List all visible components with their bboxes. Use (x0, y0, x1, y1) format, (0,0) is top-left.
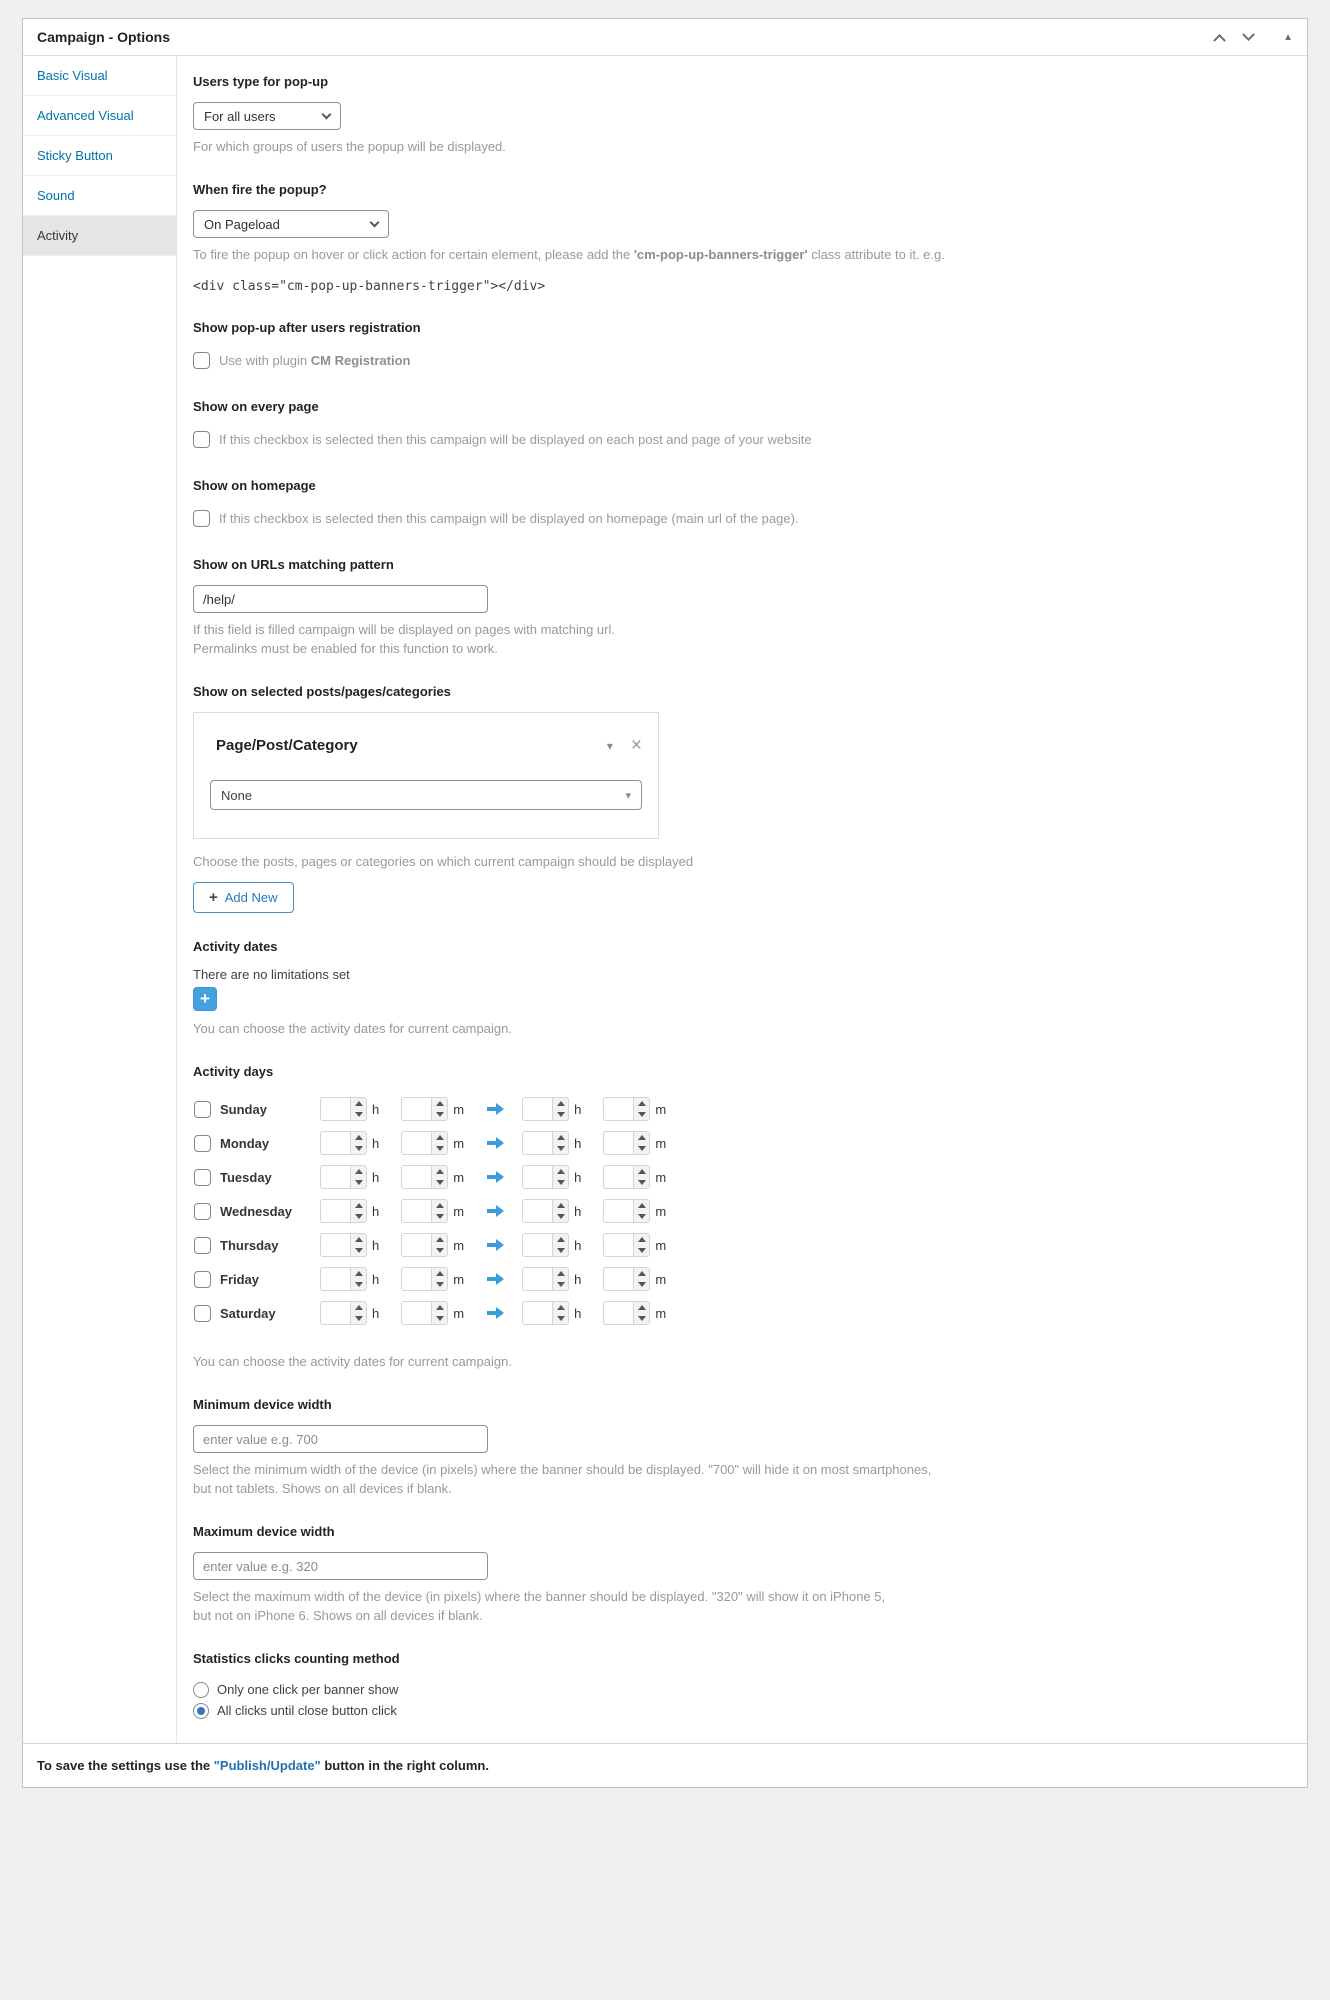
stepper-down-icon[interactable] (432, 1177, 447, 1188)
stepper-up-icon[interactable] (553, 1234, 568, 1245)
sidebar-item-advanced-visual[interactable]: Advanced Visual (23, 96, 176, 136)
move-down-icon[interactable] (1242, 28, 1255, 41)
unit-label: m (453, 1203, 465, 1219)
hours-spinner (320, 1233, 367, 1257)
minutes-input[interactable] (401, 1097, 431, 1121)
unit-label: h (574, 1305, 582, 1321)
activity-dates-heading: Activity dates (193, 939, 278, 954)
stepper-buttons[interactable] (552, 1097, 569, 1121)
stepper-up-icon[interactable] (634, 1132, 649, 1143)
stepper-buttons[interactable] (350, 1233, 367, 1257)
stepper-down-icon[interactable] (351, 1143, 366, 1154)
minutes-input[interactable] (603, 1097, 633, 1121)
unit-label: h (372, 1271, 380, 1287)
collapse-triangle-icon[interactable]: ▲ (1283, 31, 1293, 43)
selected-posts-heading: Show on selected posts/pages/categories (193, 684, 451, 699)
every-page-label: If this checkbox is selected then this campaign will be displayed on each post and page of your website (219, 432, 812, 447)
url-pattern-help-1: If this field is filled campaign will be displayed on pages with matching url. (193, 622, 615, 637)
unit-label: h (372, 1203, 380, 1219)
minutes-input[interactable] (401, 1131, 431, 1155)
trigger-code-sample: <div class="cm-pop-up-banners-trigger"></div> (193, 279, 546, 294)
stats-options (193, 1679, 1291, 1721)
chevron-down-icon (370, 218, 380, 228)
stepper-up-icon[interactable] (351, 1132, 366, 1143)
registration-heading: Show pop-up after users registration (193, 320, 421, 335)
minutes-spinner (401, 1165, 448, 1189)
minutes-input[interactable] (603, 1301, 633, 1325)
unit-label: m (655, 1135, 667, 1151)
panel-collapse-icon[interactable]: ▾ (606, 738, 613, 753)
day-checkbox-thursday[interactable] (194, 1237, 211, 1254)
min-width-help-1: Select the minimum width of the device (in pixels) where the banner should be displayed. "700" will hide it on most smartphones, (193, 1462, 932, 1477)
hours-spinner (320, 1165, 367, 1189)
hours-spinner (522, 1233, 569, 1257)
hours-spinner (320, 1131, 367, 1155)
unit-label: m (655, 1101, 667, 1117)
stats-option-row-0 (193, 1679, 1291, 1700)
minutes-input[interactable] (603, 1267, 633, 1291)
hours-spinner (522, 1131, 569, 1155)
stepper-buttons[interactable] (552, 1165, 569, 1189)
plus-icon: + (200, 989, 210, 1008)
day-label: Thursday (220, 1237, 279, 1253)
homepage-checkbox[interactable] (193, 510, 210, 527)
add-date-button[interactable] (193, 987, 217, 1011)
unit-label: m (655, 1203, 667, 1219)
minutes-input[interactable] (401, 1165, 431, 1189)
minutes-spinner (603, 1165, 650, 1189)
stepper-up-icon[interactable] (553, 1268, 568, 1279)
unit-label: m (655, 1305, 667, 1321)
stepper-up-icon[interactable] (351, 1166, 366, 1177)
minutes-spinner (401, 1233, 448, 1257)
activity-day-row-sunday (194, 1092, 1291, 1126)
stepper-buttons[interactable] (552, 1199, 569, 1223)
move-up-icon[interactable] (1213, 33, 1226, 46)
stepper-down-icon[interactable] (553, 1245, 568, 1256)
every-page-checkbox[interactable] (193, 431, 210, 448)
add-new-label: Add New (224, 890, 278, 905)
stepper-down-icon[interactable] (634, 1109, 649, 1120)
stepper-down-icon[interactable] (634, 1279, 649, 1290)
stepper-buttons[interactable] (431, 1233, 448, 1257)
hours-spinner (522, 1097, 569, 1121)
stepper-buttons[interactable] (350, 1267, 367, 1291)
day-checkbox-friday[interactable] (194, 1271, 211, 1288)
unit-label: h (372, 1169, 380, 1185)
stepper-down-icon[interactable] (634, 1245, 649, 1256)
minutes-spinner (603, 1097, 650, 1121)
fire-popup-help: To fire the popup on hover or click action for certain element, please add the 'cm-pop-up-banners-trigger' class attribute to it. e.g. (193, 247, 945, 262)
chevron-down-icon (322, 110, 332, 120)
stepper-buttons[interactable] (431, 1267, 448, 1291)
stepper-up-icon[interactable] (432, 1302, 447, 1313)
footer-text-suffix: button in the right column. (320, 1758, 489, 1773)
stepper-buttons[interactable] (633, 1097, 650, 1121)
right-arrow-icon (486, 1239, 504, 1251)
unit-label: h (372, 1305, 380, 1321)
stepper-down-icon[interactable] (432, 1313, 447, 1324)
stepper-buttons[interactable] (431, 1131, 448, 1155)
stepper-down-icon[interactable] (634, 1177, 649, 1188)
hours-input[interactable] (522, 1165, 552, 1189)
activity-day-row-tuesday (194, 1160, 1291, 1194)
minutes-spinner (603, 1301, 650, 1325)
right-arrow-icon (486, 1205, 504, 1217)
stepper-down-icon[interactable] (634, 1211, 649, 1222)
day-checkbox-wednesday[interactable] (194, 1203, 211, 1220)
minutes-input[interactable] (401, 1267, 431, 1291)
day-checkbox-tuesday[interactable] (194, 1169, 211, 1186)
stepper-up-icon[interactable] (634, 1268, 649, 1279)
minutes-spinner (603, 1267, 650, 1291)
unit-label: m (453, 1271, 465, 1287)
metabox-title: Campaign - Options (37, 29, 170, 45)
day-label: Wednesday (220, 1203, 293, 1219)
dropdown-triangle-icon: ▾ (625, 789, 631, 802)
day-label: Saturday (220, 1305, 276, 1321)
activity-day-row-friday (194, 1262, 1291, 1296)
minutes-input[interactable] (401, 1199, 431, 1223)
max-width-help-2: but not on iPhone 6. Shows on all devices if blank. (193, 1608, 483, 1623)
stepper-down-icon[interactable] (553, 1313, 568, 1324)
stepper-down-icon[interactable] (351, 1245, 366, 1256)
registration-checkbox-row (193, 348, 1291, 373)
right-arrow-icon (486, 1171, 504, 1183)
publish-update-link[interactable]: "Publish/Update" (213, 1758, 321, 1773)
footer-text-prefix: To save the settings use the (37, 1758, 214, 1773)
stepper-up-icon[interactable] (432, 1132, 447, 1143)
stepper-down-icon[interactable] (351, 1109, 366, 1120)
right-arrow-icon (486, 1307, 504, 1319)
stepper-up-icon[interactable] (553, 1098, 568, 1109)
homepage-heading: Show on homepage (193, 478, 316, 493)
stepper-up-icon[interactable] (553, 1302, 568, 1313)
unit-label: h (372, 1135, 380, 1151)
every-page-checkbox-row (193, 427, 1291, 452)
stepper-up-icon[interactable] (432, 1234, 447, 1245)
activity-day-row-thursday (194, 1228, 1291, 1262)
fire-popup-select-value: On Pageload (204, 216, 280, 232)
hours-input[interactable] (320, 1131, 350, 1155)
stepper-buttons[interactable] (633, 1301, 650, 1325)
unit-label: h (574, 1135, 582, 1151)
unit-label: m (453, 1169, 465, 1185)
minutes-spinner (401, 1301, 448, 1325)
hours-spinner (320, 1267, 367, 1291)
stepper-up-icon[interactable] (553, 1132, 568, 1143)
plus-icon: + (209, 889, 218, 906)
hours-spinner (320, 1199, 367, 1223)
hours-input[interactable] (522, 1199, 552, 1223)
stepper-down-icon[interactable] (351, 1313, 366, 1324)
minutes-spinner (401, 1267, 448, 1291)
right-arrow-icon (486, 1273, 504, 1285)
stepper-down-icon[interactable] (553, 1177, 568, 1188)
stepper-buttons[interactable] (350, 1199, 367, 1223)
settings-content (176, 56, 1307, 1743)
campaign-options-metabox (22, 18, 1308, 1788)
day-checkbox-monday[interactable] (194, 1135, 211, 1152)
min-width-heading: Minimum device width (193, 1397, 332, 1412)
stats-radio-0[interactable] (193, 1682, 209, 1698)
minutes-input[interactable] (603, 1233, 633, 1257)
hours-spinner (522, 1301, 569, 1325)
stepper-buttons[interactable] (552, 1131, 569, 1155)
stepper-up-icon[interactable] (432, 1166, 447, 1177)
stepper-up-icon[interactable] (634, 1302, 649, 1313)
stepper-up-icon[interactable] (553, 1166, 568, 1177)
stepper-up-icon[interactable] (351, 1268, 366, 1279)
minutes-input[interactable] (401, 1301, 431, 1325)
hours-input[interactable] (522, 1301, 552, 1325)
unit-label: h (574, 1101, 582, 1117)
activity-day-row-saturday (194, 1296, 1291, 1330)
stepper-up-icon[interactable] (432, 1268, 447, 1279)
activity-days-help: You can choose the activity dates for current campaign. (193, 1354, 512, 1369)
stepper-buttons[interactable] (431, 1301, 448, 1325)
minutes-spinner (401, 1199, 448, 1223)
day-label: Friday (220, 1271, 260, 1287)
stepper-up-icon[interactable] (351, 1302, 366, 1313)
day-checkbox-sunday[interactable] (194, 1101, 211, 1118)
minutes-spinner (401, 1097, 448, 1121)
minutes-spinner (603, 1233, 650, 1257)
unit-label: h (372, 1101, 380, 1117)
activity-dates-help: You can choose the activity dates for current campaign. (193, 1021, 512, 1036)
sidebar-item-basic-visual[interactable]: Basic Visual (23, 56, 176, 96)
sidebar-item-sound[interactable]: Sound (23, 176, 176, 216)
stepper-down-icon[interactable] (553, 1279, 568, 1290)
day-label: Sunday (220, 1101, 267, 1117)
stepper-up-icon[interactable] (432, 1200, 447, 1211)
minutes-spinner (603, 1199, 650, 1223)
stepper-down-icon[interactable] (553, 1143, 568, 1154)
stepper-buttons[interactable] (552, 1233, 569, 1257)
stepper-down-icon[interactable] (432, 1245, 447, 1256)
stepper-down-icon[interactable] (432, 1109, 447, 1120)
minutes-input[interactable] (603, 1199, 633, 1223)
stepper-down-icon[interactable] (634, 1143, 649, 1154)
fire-popup-heading: When fire the popup? (193, 182, 327, 197)
stepper-buttons[interactable] (552, 1267, 569, 1291)
page-post-category-select-value: None (221, 787, 253, 803)
stepper-down-icon[interactable] (351, 1279, 366, 1290)
stepper-up-icon[interactable] (634, 1200, 649, 1211)
activity-days-table (194, 1092, 1291, 1330)
hours-spinner (522, 1165, 569, 1189)
hours-input[interactable] (320, 1233, 350, 1257)
stats-radio-1[interactable] (193, 1703, 209, 1719)
unit-label: m (655, 1169, 667, 1185)
url-pattern-heading: Show on URLs matching pattern (193, 557, 394, 572)
unit-label: h (574, 1169, 582, 1185)
hours-spinner (522, 1199, 569, 1223)
unit-label: m (453, 1237, 465, 1253)
max-width-input[interactable] (193, 1552, 488, 1580)
stepper-buttons[interactable] (633, 1131, 650, 1155)
fire-popup-select[interactable] (193, 210, 389, 238)
stepper-buttons[interactable] (633, 1199, 650, 1223)
max-width-heading: Maximum device width (193, 1524, 335, 1539)
hours-input[interactable] (320, 1199, 350, 1223)
stepper-buttons[interactable] (633, 1165, 650, 1189)
hours-input[interactable] (320, 1301, 350, 1325)
panel-title: Page/Post/Category (216, 737, 358, 754)
min-width-help-2: but not tablets. Shows on all devices if blank. (193, 1481, 452, 1496)
stats-radio-label: All clicks until close button click (217, 1703, 397, 1718)
unit-label: m (655, 1271, 667, 1287)
url-pattern-help-2: Permalinks must be enabled for this function to work. (193, 641, 498, 656)
minutes-input[interactable] (603, 1131, 633, 1155)
unit-label: h (574, 1237, 582, 1253)
stats-radio-label: Only one click per banner show (217, 1682, 399, 1697)
page-post-category-panel (193, 712, 659, 839)
users-type-help: For which groups of users the popup will be displayed. (193, 139, 506, 154)
day-label: Monday (220, 1135, 270, 1151)
right-arrow-icon (486, 1137, 504, 1149)
hours-input[interactable] (522, 1233, 552, 1257)
users-type-heading: Users type for pop-up (193, 74, 329, 89)
stepper-up-icon[interactable] (634, 1166, 649, 1177)
unit-label: m (655, 1237, 667, 1253)
day-checkbox-saturday[interactable] (194, 1305, 211, 1322)
right-arrow-icon (486, 1103, 504, 1115)
unit-label: m (453, 1135, 465, 1151)
stepper-buttons[interactable] (350, 1097, 367, 1121)
min-width-input[interactable] (193, 1425, 488, 1453)
hours-input[interactable] (320, 1097, 350, 1121)
day-label: Tuesday (220, 1169, 272, 1185)
activity-days-heading: Activity days (193, 1064, 274, 1079)
stepper-down-icon[interactable] (351, 1177, 366, 1188)
stepper-buttons[interactable] (350, 1131, 367, 1155)
unit-label: h (574, 1203, 582, 1219)
stepper-down-icon[interactable] (432, 1211, 447, 1222)
stepper-down-icon[interactable] (432, 1143, 447, 1154)
add-new-button[interactable] (193, 882, 294, 913)
stepper-buttons[interactable] (350, 1165, 367, 1189)
stepper-up-icon[interactable] (432, 1098, 447, 1109)
stepper-up-icon[interactable] (553, 1200, 568, 1211)
hours-input[interactable] (522, 1097, 552, 1121)
stepper-buttons[interactable] (552, 1301, 569, 1325)
homepage-label: If this checkbox is selected then this campaign will be displayed on homepage (main url of the page). (219, 511, 799, 526)
unit-label: m (453, 1101, 465, 1117)
minutes-spinner (401, 1131, 448, 1155)
users-type-select-value: For all users (204, 108, 276, 124)
stepper-down-icon[interactable] (553, 1211, 568, 1222)
metabox-footer (23, 1743, 1307, 1787)
hours-input[interactable] (522, 1267, 552, 1291)
unit-label: m (453, 1305, 465, 1321)
max-width-help-1: Select the maximum width of the device (in pixels) where the banner should be displayed. "320" will show it on iPhone 5, (193, 1589, 886, 1604)
stepper-down-icon[interactable] (553, 1109, 568, 1120)
url-pattern-input[interactable] (193, 585, 488, 613)
sidebar-item-sticky-button[interactable]: Sticky Button (23, 136, 176, 176)
stepper-down-icon[interactable] (432, 1279, 447, 1290)
page-post-category-select[interactable] (210, 780, 642, 810)
stepper-up-icon[interactable] (351, 1098, 366, 1109)
hours-spinner (522, 1267, 569, 1291)
stats-option-row-1 (193, 1700, 1291, 1721)
stepper-up-icon[interactable] (351, 1234, 366, 1245)
selected-posts-help: Choose the posts, pages or categories on which current campaign should be displayed (193, 854, 694, 869)
activity-day-row-wednesday (194, 1194, 1291, 1228)
stepper-up-icon[interactable] (634, 1098, 649, 1109)
statistics-heading: Statistics clicks counting method (193, 1651, 400, 1666)
unit-label: h (372, 1237, 380, 1253)
sidebar (23, 56, 176, 1743)
homepage-checkbox-row (193, 506, 1291, 531)
users-type-select[interactable] (193, 102, 341, 130)
stepper-up-icon[interactable] (634, 1234, 649, 1245)
hours-spinner (320, 1301, 367, 1325)
stepper-down-icon[interactable] (351, 1211, 366, 1222)
panel-close-icon[interactable]: × (630, 734, 642, 756)
stepper-buttons[interactable] (431, 1097, 448, 1121)
hours-input[interactable] (320, 1267, 350, 1291)
minutes-spinner (603, 1131, 650, 1155)
stepper-down-icon[interactable] (634, 1313, 649, 1324)
minutes-input[interactable] (401, 1233, 431, 1257)
stepper-buttons[interactable] (431, 1165, 448, 1189)
stepper-buttons[interactable] (633, 1233, 650, 1257)
registration-checkbox[interactable] (193, 352, 210, 369)
registration-label: Use with plugin CM Registration (219, 353, 411, 368)
stepper-buttons[interactable] (431, 1199, 448, 1223)
sidebar-item-activity[interactable]: Activity (23, 216, 176, 256)
stepper-buttons[interactable] (633, 1267, 650, 1291)
activity-dates-status: There are no limitations set (193, 967, 350, 982)
unit-label: h (574, 1271, 582, 1287)
stepper-up-icon[interactable] (351, 1200, 366, 1211)
activity-day-row-monday (194, 1126, 1291, 1160)
every-page-heading: Show on every page (193, 399, 319, 414)
stepper-buttons[interactable] (350, 1301, 367, 1325)
hours-input[interactable] (522, 1131, 552, 1155)
minutes-input[interactable] (603, 1165, 633, 1189)
hours-spinner (320, 1097, 367, 1121)
hours-input[interactable] (320, 1165, 350, 1189)
metabox-header (23, 19, 1307, 56)
